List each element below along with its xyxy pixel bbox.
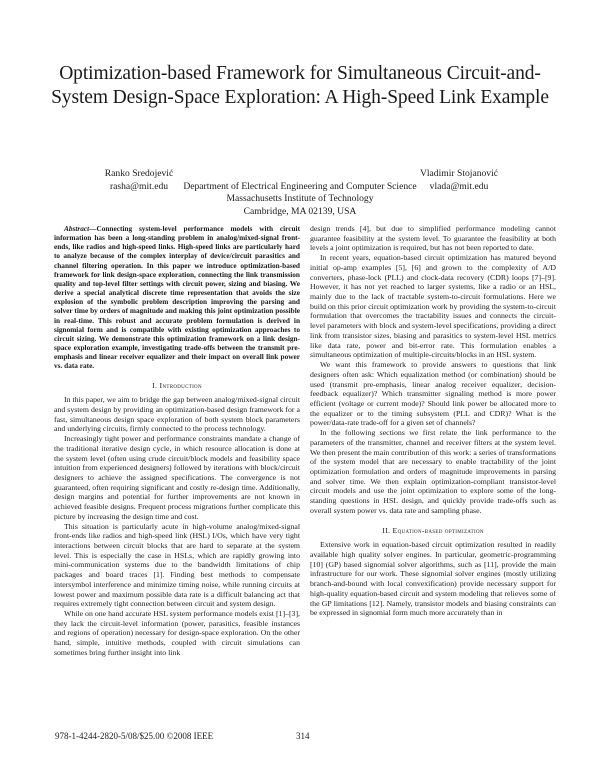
section-number: I. (152, 380, 158, 390)
left-column (54, 224, 300, 658)
paragraph: In this paper, we aim to bridge the gap between analog/mixed-signal circuit and system design by providing an optimization-based design framework for a fast, simultaneous design space exploration of both system block parameters and underlying circuits, firmly connected to the process technology. (54, 395, 300, 434)
paragraph: Extensive work in equation-based circuit optimization resulted in readily available high quality solver engines. In particular, geometric-programming [10] (GP) based signomial solver algorithms, such as [11], provide the main infrastructure for our work. These signomial solver engines (mostly utilizing branch-and-bound with local convexification) provide necessary support for high-quality equation-based circuit and system modeling that relieves some of the GP limitations [12]. Namely, transistor models and biasing constraints can be expressed in signomial form much more accurately than in (310, 540, 556, 618)
paragraph: This situation is particularly acute in high-volume analog/mixed-signal front-ends like radios and high-speed link (HSL) I/Os, which have very tight interactions between circuit blocks that are hard to separate at the system level. This is especially the case in HSLs, which are rapidly growing into mini-communication systems due to the bandwidth limitations of chip packages and board traces [1]. Finding best methods to compensate intersymbol interference and minimize timing noise, while running circuits at lowest power and maximum possible data rate is a difficult balancing act that requires extremely tight connection between circuit and system design. (54, 521, 300, 609)
author-2-name: Vladimir Stojanović (419, 168, 499, 179)
paragraph: In recent years, equation-based circuit optimization has matured beyond initial op-amp examples [5], [6] and grown to the complexity of A/D converters, phase-lock (PLL) and clock-data recovery (CDR) loops [7]–[9]. However, it has not yet reached to larger systems, like a radio or an HSL, mainly due to the lack of tractable system-to-circuit formulations. Here we build on this prior circuit optimization work by providing the system-to-circuit formulation that overcomes the tractability issues and connects the circuit-level parameters with block and system-level specifications, providing a direct link from transistor sizes, biasing and parasitics to system-level HSL metrics like data rate, power and bit-error rate. This formulation enables a simultaneous optimization of multiple-circuits/blocks in an HSL system. (310, 253, 556, 360)
paragraph: design trends [4], but due to simplified performance modeling cannot guarantee feasibility at the system level. To guarantee the feasibility at both levels a joint optimization is required, but has not been reported to date. (310, 224, 556, 253)
affiliation-address: Cambridge, MA 02139, USA (243, 205, 357, 217)
affiliation (100, 181, 500, 218)
page-number: 314 (296, 731, 310, 741)
abstract-text: Connecting system-level performance models with circuit information has been a long-standing problem in analog/mixed-signal front-ends, like radios and high-speed links. High-speed links are particularly hard to analyze because of the complex interplay of device/circuit parasitics and channel filtering operation. In this paper we introduce optimization-based framework for link design-space exploration, connecting the link transmission quality and top-level filter settings with circuit power, sizing and biasing. We derive a special analytical discrete time representation that avoids the size explosion of the symbolic problem description improving the parsing and solver time by orders of magnitude and making this joint optimization possible in real-time. This robust and accurate problem formulation is derived in signomial form and is compatible with existing optimization approaches to circuit sizing. We demonstrate this optimization framework on a link design-space exploration example, investigating trade-offs between the transmit pre-emphasis and linear receiver equalizer and their impact on overall link power vs. data rate. (54, 224, 300, 371)
abstract: Abstract—Connecting system-level performance models with circuit information has been a long-standing problem in analog/mixed-signal front-ends, like radios and high-speed links. High-speed links are particularly hard to analyze because of the complex interplay of device/circuit parasitics and channel filtering operation. In this paper we introduce optimization-based framework for link design-space exploration, connecting the link transmission quality and top-level filter settings with circuit power, sizing and biasing. We derive a special analytical discrete time representation that avoids the size explosion of the symbolic problem description improving the parsing and solver time by orders of magnitude and making this joint optimization possible in real-time. This robust and accurate problem formulation is derived in signomial form and is compatible with existing optimization approaches to circuit sizing. We demonstrate this optimization framework on a link design-space exploration example, investigating trade-offs between the transmit pre-emphasis and linear receiver equalizer and their impact on overall link power vs. data rate. (54, 224, 300, 371)
right-column (310, 224, 556, 618)
author-1-email[interactable]: rasha@mit.edu (109, 181, 169, 192)
author-2-email[interactable]: vlada@mit.edu (429, 181, 489, 192)
author-1-name: Ranko Sredojević (104, 168, 174, 179)
section-heading-equation-based-optimization (310, 526, 556, 536)
paragraph: While on one hand accurate HSL system performance models exist [1]–[3], they lack the circuit-level information (power, parasitics, feasible instances and regions of operation) necessary for design-space exploration. On the other hand, simple, intuitive methods, coupled with circuit simulations can sometimes bring further insight into link (54, 609, 300, 657)
section-heading-introduction (54, 381, 300, 391)
affiliation-dept: Department of Electrical Engineering and Computer Science (183, 181, 417, 192)
paper-title: Optimization-based Framework for Simultaneous Circuit-and-System Design-Space Exploration: A High-Speed Link Example (51, 63, 549, 108)
affiliation-institute: Massachusetts Institute of Technology (226, 193, 374, 205)
section-title: Equation-based optimization (392, 525, 484, 535)
paragraph: Increasingly tight power and performance constraints mandate a change of the traditional iterative design cycle, in which resource allocation is done at the system level (often using crude circuit/block models and feasibility space intuition from experienced designers) followed by iterations with block/circuit designers to achieve the assigned specifications. The convergence is not guaranteed, often requiring significant and costly re-design time. Additionally, design margins and potential for further improvements are not known in achieved feasible designs. Frequent process migrations further complicate this picture by increasing the design time and cost. (54, 434, 300, 521)
footer-copyright: 978-1-4244-2820-5/08/$25.00 ©2008 IEEE (55, 731, 214, 741)
abstract-lead: Abstract (64, 224, 90, 233)
section-number: II. (382, 525, 391, 535)
paragraph: We want this framework to provide answers to questions that link designers often ask: Which equalization method (or combination) should be used (transmit pre-emphasis, linear analog receiver equalizer, decision-feedback equalizer)? Which transmitter signaling method is more power efficient (voltage or current mode)? Should link power be allocated more to the equalizer or to the timing subsystem (PLL and CDR)? What is the power/data-rate trade-off for a given set of channels? (310, 360, 556, 428)
section-title: Introduction (159, 380, 202, 390)
paragraph: In the following sections we first relate the link performance to the parameters of the transmitter, channel and receiver filters at the system level. We then present the main contribution of this work: a series of transformations of the system model that are necessary to enable tractability of the joint optimization formulation and orders of magnitude improvements in parsing and solver time. We then explain optimization-compliant transistor-level circuit models and use the joint optimization to explore some of the long-standing questions in HSL design, and quickly provide trade-offs such as overall system power vs. data rate and sampling phase. (310, 428, 556, 515)
